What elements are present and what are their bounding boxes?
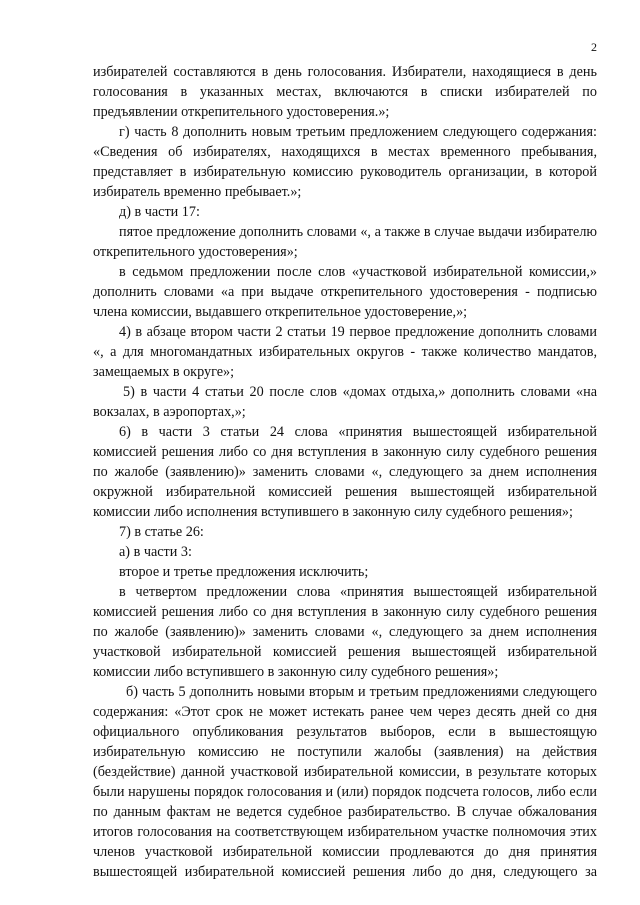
paragraph-item-4: 4) в абзаце втором части 2 статьи 19 первое предложение дополнить словами «, а для многомандатных избирательных округов - также количество мандатов, замещаемых в округе»; xyxy=(93,324,597,380)
page-number: 2 xyxy=(591,40,597,54)
paragraph-item-6: 6) в части 3 статьи 24 слова «принятия вышестоящей избирательной комиссией решения либо со дня вступления в законную силу судебного решения по жалобе (заявлению)» заменить словами «, следующего за днем исполнения окружной избирательной комиссией решения вышестоящей избирательной комиссии либо исполнения вступившего в законную силу судебного решения»; xyxy=(93,424,597,520)
paragraph-item-5: 5) в части 4 статьи 20 после слов «домах отдыха,» дополнить словами «на вокзалах, в аэропортах,»; xyxy=(93,384,597,420)
paragraph-second-third-sentences: второе и третье предложения исключить; xyxy=(119,564,369,580)
paragraph-a-part-3: а) в части 3: xyxy=(119,544,192,560)
paragraph-fourth-sentence: в четвертом предложении слова «принятия вышестоящей избирательной комиссией решения либо со дня вступления в законную силу судебного решения по жалобе (заявлению)» заменить словами «, следующего за днем исполнения участковой избирательной комиссией решения вышестоящей избирательной комиссии либо вступившего в законную силу судебного решения»; xyxy=(93,584,597,680)
document-body xyxy=(93,62,597,882)
paragraph-item-7: 7) в статье 26: xyxy=(119,524,204,540)
paragraph-continuation: избирателей составляются в день голосования. Избиратели, находящиеся в день голосования в указанных местах, включаются в списки избирателей по предъявлении открепительного удостоверения.»; xyxy=(93,64,597,120)
paragraph-fifth-sentence: пятое предложение дополнить словами «, а также в случае выдачи избирателю открепительного удостоверения»; xyxy=(93,224,597,260)
paragraph-d-part-17: д) в части 17: xyxy=(119,204,200,220)
paragraph-b-part-5: б) часть 5 дополнить новыми вторым и третьим предложениями следующего содержания: «Этот срок не может истекать ранее чем через десять дней со дня официального опубликования результатов выборов, если в вышестоящую избирательную комиссию не поступили жалобы (заявления) на действия (бездействие) данной участковой избирательной комиссии, в результате которых были нарушены порядок голосования и (или) порядок подсчета голосов, либо если по данным фактам не ведется судебное разбирательство. В случае обжалования итогов голосования на соответствующем избирательном участке полномочия этих членов участковой избирательной комиссии продлеваются до дня принятия вышестоящей избирательной комиссией решения либо до дня, следующего за xyxy=(93,684,597,880)
paragraph-seventh-sentence: в седьмом предложении после слов «участковой избирательной комиссии,» дополнить словами «а при выдаче открепительного удостоверения - подписью члена комиссии, выдавшего открепительное удостоверение,»; xyxy=(93,264,597,320)
paragraph-g-part-8: г) часть 8 дополнить новым третьим предложением следующего содержания: «Сведения об избирателях, находящихся в местах временного пребывания, представляет в избирательную комиссию руководитель организации, в которой избиратель временно пребывает.»; xyxy=(93,124,597,200)
